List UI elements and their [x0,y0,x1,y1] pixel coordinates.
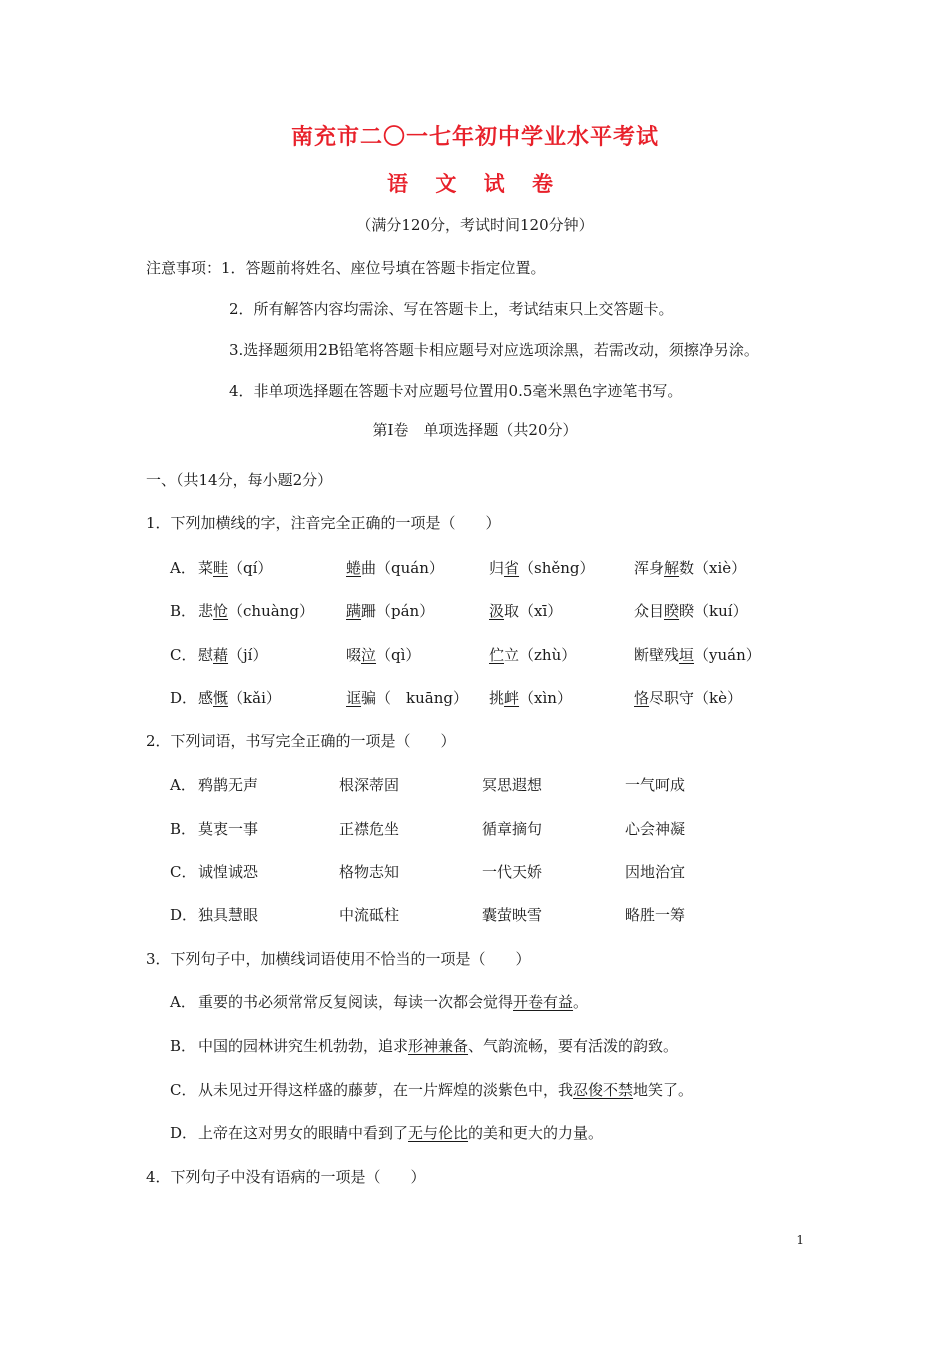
option-text: 悲 [198,602,214,620]
underlined-char: 怆 [213,602,229,620]
option-text: 归 [489,559,505,577]
option-label: A． [170,776,196,794]
underlined-phrase: 无与伦比 [408,1124,469,1142]
option-sentence [198,991,588,1012]
option-word: 循章摘句 [482,820,543,838]
option-text: 慰 [198,646,214,664]
option-word: 中流砥柱 [339,906,400,924]
option-text: （qí） [228,559,273,577]
option-text: 感 [198,689,214,707]
underlined-phrase: 忍俊不禁 [573,1081,634,1099]
option-text: 数（xiè） [679,559,747,577]
notice-item: 4．非单项选择题在答题卡对应题号位置用0.5毫米黑色字迹笔书写。 [229,382,683,400]
option-label: D． [170,1124,198,1142]
underlined-char: 蹒 [346,602,362,620]
part-heading: 一、（共14分，每小题2分） [146,471,333,489]
option-text: 众目 [634,602,665,620]
option-word: 莫衷一事 [198,820,259,838]
option-item [198,557,272,578]
option-text: 从未见过开得这样盛的藤萝，在一片辉煌的淡紫色中，我 [198,1081,574,1099]
option-label: A． [170,993,196,1011]
underlined-char: 衅 [504,689,520,707]
option-item [198,600,314,621]
option-item [346,600,434,621]
option-item [489,644,576,665]
option-item [489,557,595,578]
option-text: 尽职守（kè） [649,689,742,707]
question-4-stem: 4．下列句子中没有语病的一项是（ ） [146,1168,426,1186]
option-text: 上帝在这对男女的眼睛中看到了 [198,1124,409,1142]
option-text: 立（zhù） [504,646,577,664]
underlined-char: 解 [664,559,680,577]
option-text: 挑 [489,689,505,707]
option-text: 曲（quán） [361,559,444,577]
option-text: 。 [573,993,589,1011]
page-number: 1 [796,1233,804,1247]
option-text: （shěng） [519,559,595,577]
option-word: 格物志知 [339,863,400,881]
option-label: B． [170,1037,197,1055]
exam-title: 南充市二〇一七年初中学业水平考试 [290,124,659,150]
exam-subtitle: 语 文 试 卷 [387,171,563,196]
option-item [198,687,281,708]
option-text: 的美和更大的力量。 [468,1124,604,1142]
question-1-stem: 1．下列加横线的字，注音完全正确的一项是（ ） [146,514,501,532]
notice-item: 2．所有解答内容均需涂、写在答题卡上，考试结束只上交答题卡。 [229,300,674,318]
option-sentence [198,1122,603,1143]
option-item [634,600,748,621]
exam-info: （满分120分，考试时间120分钟） [356,216,594,234]
underlined-char: 泣 [361,646,377,664]
section-heading: 第Ⅰ卷 单项选择题（共20分） [372,421,578,439]
underlined-char: 畦 [213,559,229,577]
option-label: B． [170,820,197,838]
option-text: 重要的书必须常常反复阅读，每读一次都会觉得 [198,993,514,1011]
notice-item: 3.选择题须用2B铅笔将答题卡相应题号对应选项涂黑，若需改动，须擦净另涂。 [229,341,759,359]
option-text: （qì） [376,646,421,664]
option-label: B． [170,602,197,620]
option-text: 睽（kuí） [679,602,748,620]
option-text: 取（xī） [504,602,563,620]
option-word: 因地治宜 [625,863,686,881]
option-text: 浑身 [634,559,665,577]
underlined-char: 垣 [679,646,695,664]
option-item [489,600,562,621]
option-text: （kǎi） [228,689,281,707]
underlined-char: 藉 [213,646,229,664]
option-text: 啜 [346,646,362,664]
option-text: （xìn） [519,689,572,707]
option-label: C． [170,646,197,664]
notice-label: 注意事项： [146,259,222,277]
underlined-char: 伫 [489,646,505,664]
underlined-char: 汲 [489,602,505,620]
option-item [346,557,444,578]
notice-item: 1．答题前将姓名、座位号填在答题卡指定位置。 [221,259,546,277]
option-text: （jí） [228,646,268,664]
option-word: 诚惶诚恐 [198,863,259,881]
underlined-char: 恪 [634,689,650,707]
underlined-char: 睽 [664,602,680,620]
option-label: A． [170,559,196,577]
option-item [489,687,572,708]
underlined-char: 诓 [346,689,362,707]
option-sentence [198,1079,693,1100]
option-item [634,644,761,665]
option-word: 独具慧眼 [198,906,259,924]
option-word: 囊萤映雪 [482,906,543,924]
option-text: （yuán） [694,646,761,664]
option-label: C． [170,863,197,881]
option-word: 心会神凝 [625,820,686,838]
underlined-phrase: 形神兼备 [408,1037,469,1055]
option-word: 一气呵成 [625,776,686,794]
option-text: （chuàng） [228,602,314,620]
option-item [198,644,267,665]
option-word: 正襟危坐 [339,820,400,838]
option-text: 、气韵流畅，要有活泼的韵致。 [468,1037,679,1055]
option-text: 跚（pán） [361,602,435,620]
notice-line-1 [146,257,546,278]
option-label: D． [170,906,198,924]
option-word: 根深蒂固 [339,776,400,794]
underlined-char: 蜷 [346,559,362,577]
option-text: 断壁残 [634,646,680,664]
option-text: 中国的园林讲究生机勃勃，追求 [198,1037,409,1055]
option-item [634,687,742,708]
option-label: D． [170,689,198,707]
underlined-phrase: 开卷有益 [513,993,574,1011]
option-text: 骗（ kuāng） [361,689,468,707]
option-sentence [198,1035,678,1056]
option-label: C． [170,1081,197,1099]
underlined-char: 慨 [213,689,229,707]
underlined-char: 省 [504,559,520,577]
option-word: 鸦鹊无声 [198,776,259,794]
option-item [634,557,746,578]
option-word: 略胜一筹 [625,906,686,924]
question-2-stem: 2．下列词语，书写完全正确的一项是（ ） [146,732,456,750]
option-item [346,644,420,665]
option-word: 冥思遐想 [482,776,543,794]
option-word: 一代天娇 [482,863,543,881]
question-3-stem: 3．下列句子中，加横线词语使用不恰当的一项是（ ） [146,950,531,968]
option-item [346,687,468,708]
option-text: 地笑了。 [633,1081,694,1099]
option-text: 菜 [198,559,214,577]
